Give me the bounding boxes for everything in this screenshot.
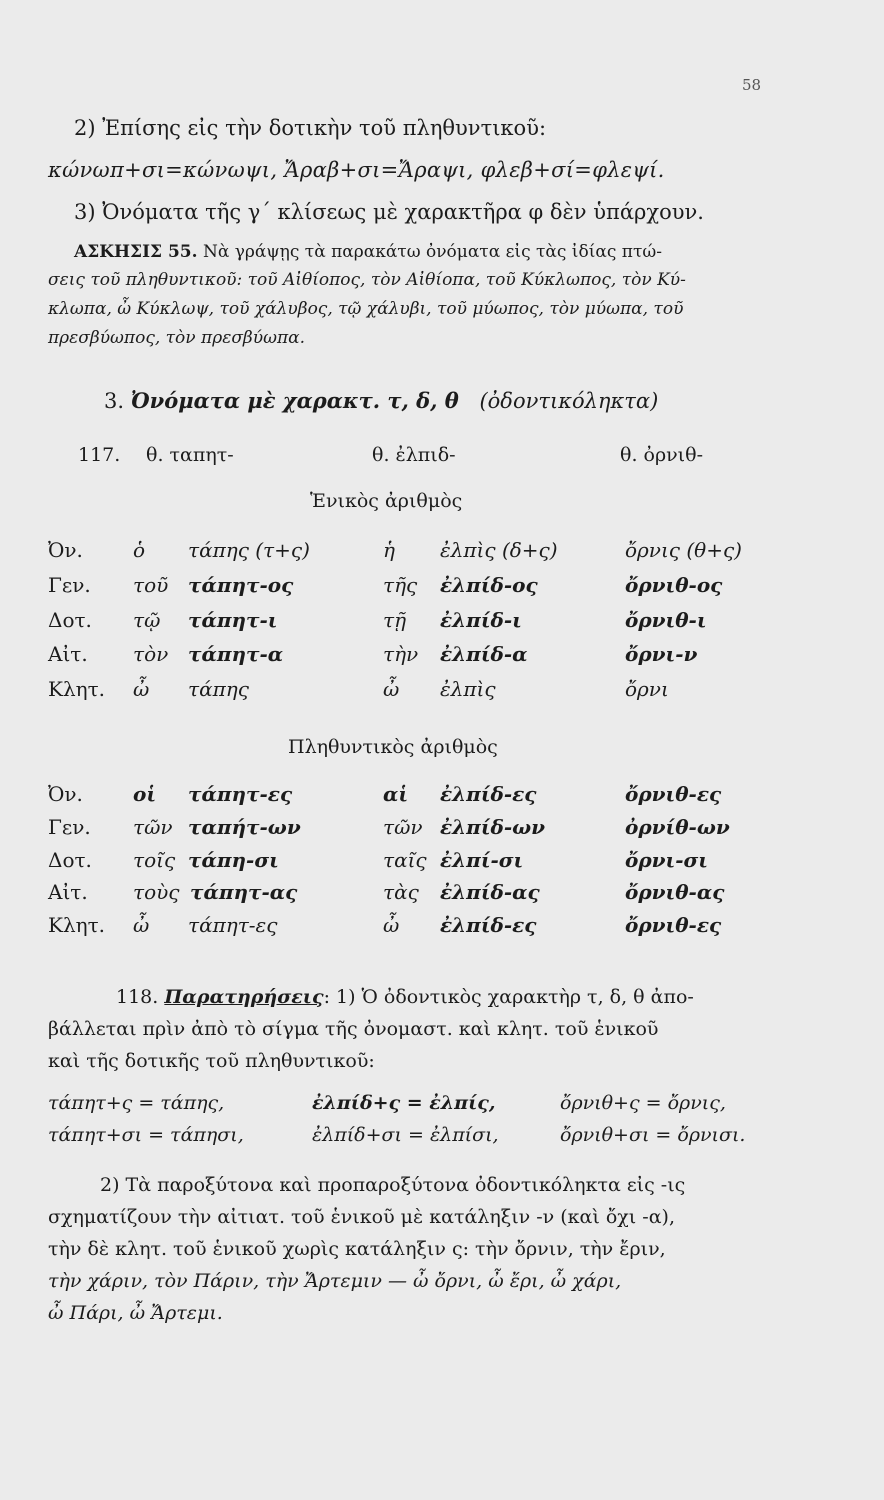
article: τὴν <box>383 642 419 666</box>
form-ornis: ὄρνιθ-ι <box>625 608 707 632</box>
observations-title: Παρατηρήσεις <box>164 986 324 1008</box>
observations-text-1: : 1) Ὁ ὀδοντικὸς χαρακτὴρ τ, δ, θ ἀπο- <box>323 986 694 1008</box>
formula: ἐλπίδ+σι = ἐλπίσι, <box>312 1124 499 1146</box>
case-label: Γεν. <box>48 573 91 597</box>
formula: ὄρνιθ+ς = ὄρνις, <box>560 1092 726 1114</box>
article: τοῖς <box>133 848 176 872</box>
form-elpis: ἐλπίδ-ων <box>440 815 546 839</box>
form-tapes: τάπητ-ες <box>188 782 293 806</box>
form-tapes: τάπη-σι <box>188 848 279 872</box>
exercise-line-2: σεις τοῦ πληθυντικοῦ: τοῦ Αἰθίοπος, τὸν Αἰθίοπα, τοῦ Κύκλωπος, τὸν Κύ- <box>48 270 686 290</box>
article: ὦ <box>133 913 150 937</box>
form-tapes: τάπητ-ας <box>190 880 298 904</box>
form-elpis: ἐλπίδ-ος <box>440 573 538 597</box>
case-label: Κλητ. <box>48 913 106 937</box>
form-elpis: ἐλπίδ-α <box>440 642 528 666</box>
article: ταῖς <box>383 848 427 872</box>
form-ornis: ὄρνιθ-ος <box>625 573 723 597</box>
intro-line-2: κώνωπ+σι=κώνωψι, Ἄραβ+σι=Ἄραψι, φλεβ+σί=φλεψί. <box>48 158 665 182</box>
article: ὦ <box>383 677 400 701</box>
form-tapes: τάπητ-ι <box>188 608 278 632</box>
section-number: 3. <box>104 389 125 413</box>
article: τὰς <box>383 880 419 904</box>
article: τῆς <box>383 573 418 597</box>
form-ornis: ὄρνιθ-ες <box>625 913 722 937</box>
form-elpis: ἐλπὶς <box>440 677 496 701</box>
stem-3: θ. ὀρνιθ- <box>620 444 703 466</box>
article: οἱ <box>133 782 157 806</box>
article: τῶν <box>383 815 423 839</box>
section-subtitle: (ὀδοντικόληκτα) <box>479 389 659 413</box>
para2-line-2: σχηματίζουν τὴν αἰτιατ. τοῦ ἑνικοῦ μὲ κατάληξιν -ν (καὶ ὄχι -α), <box>48 1206 675 1228</box>
article: αἱ <box>383 782 409 806</box>
para2-line-3: τὴν δὲ κλητ. τοῦ ἑνικοῦ χωρὶς κατάληξιν ς: τὴν ὄρνιν, τὴν ἔριν, <box>48 1238 666 1260</box>
form-tapes: τάπητ-ος <box>188 573 294 597</box>
intro-line-1: 2) Ἐπίσης εἰς τὴν δοτικὴν τοῦ πληθυντικοῦ: <box>74 116 547 140</box>
para2-line-1: 2) Τὰ παροξύτονα καὶ προπαροξύτονα ὀδοντικόληκτα εἰς -ις <box>100 1174 686 1196</box>
formula: ὄρνιθ+σι = ὄρνισι. <box>560 1124 746 1146</box>
form-elpis: ἐλπίδ-ες <box>440 782 537 806</box>
intro-line-3: 3) Ὀνόματα τῆς γ΄ κλίσεως μὲ χαρακτῆρα φ δὲν ὑπάρχουν. <box>74 200 704 224</box>
form-elpis: ἐλπί-σι <box>440 848 524 872</box>
exercise-line-4: πρεσβύωπος, τὸν πρεσβύωπα. <box>48 328 306 348</box>
case-label: Δοτ. <box>48 608 92 632</box>
form-tapes: τάπης <box>188 677 249 701</box>
article: τοῦ <box>133 573 169 597</box>
form-tapes: ταπήτ-ων <box>188 815 301 839</box>
form-tapes: τάπητ-α <box>188 642 284 666</box>
observations-line-2: βάλλεται πρὶν ἀπὸ τὸ σίγμα τῆς ὀνομαστ. καὶ κλητ. τοῦ ἑνικοῦ <box>48 1018 659 1040</box>
exercise-text-1: Νὰ γράψῃς τὰ παρακάτω ὀνόματα εἰς τὰς ἰδίας πτώ- <box>202 242 662 262</box>
para2-line-4: τὴν χάριν, τὸν Πάριν, τὴν Ἄρτεμιν — ὦ ὄρνι, ὦ ἔρι, ὦ χάρι, <box>48 1270 622 1292</box>
section-title: Ὀνόματα μὲ χαρακτ. τ, δ, θ <box>130 388 459 413</box>
case-label: Γεν. <box>48 815 91 839</box>
observations-line-1 <box>116 986 694 1008</box>
case-label: Ὀν. <box>48 538 83 562</box>
case-label: Ὀν. <box>48 782 83 806</box>
form-ornis: ὄρνι-σι <box>625 848 708 872</box>
case-label: Αἰτ. <box>48 880 88 904</box>
form-tapes: τάπης (τ+ς) <box>188 538 310 562</box>
formula: τάπητ+ς = τάπης, <box>48 1092 225 1114</box>
page-number: 58 <box>742 76 762 94</box>
form-elpis: ἐλπίδ-ι <box>440 608 522 632</box>
formula: τάπητ+σι = τάπησι, <box>48 1124 244 1146</box>
form-tapes: τάπητ-ες <box>188 913 278 937</box>
exercise-label: ΑΣΚΗΣΙΣ 55. <box>74 242 198 262</box>
article: ὦ <box>383 913 400 937</box>
plural-heading: Πληθυντικὸς ἀριθμὸς <box>288 736 498 758</box>
observations-line-3: καὶ τῆς δοτικῆς τοῦ πληθυντικοῦ: <box>48 1050 375 1072</box>
observations-number: 118. <box>116 986 159 1008</box>
singular-heading: Ἑνικὸς ἀριθμὸς <box>310 490 463 512</box>
para2-line-5: ὦ Πάρι, ὦ Ἄρτεμι. <box>48 1302 223 1324</box>
case-label: Κλητ. <box>48 677 106 701</box>
article: ὁ <box>133 538 146 562</box>
form-elpis: ἐλπίδ-ες <box>440 913 537 937</box>
article: τῷ <box>133 608 161 632</box>
form-ornis: ὀρνίθ-ων <box>625 815 730 839</box>
article: ὦ <box>133 677 150 701</box>
form-elpis: ἐλπίδ-ας <box>440 880 540 904</box>
article: τῇ <box>383 608 407 632</box>
stem-2: θ. ἐλπιδ- <box>372 444 456 466</box>
exercise-line-1 <box>74 242 662 262</box>
article: τοὺς <box>133 880 180 904</box>
section-heading <box>104 388 658 413</box>
article: τὸν <box>133 642 169 666</box>
case-label: Αἰτ. <box>48 642 88 666</box>
stem-1: θ. ταπητ- <box>146 444 234 466</box>
paradigm-number: 117. <box>78 444 121 466</box>
form-elpis: ἐλπὶς (δ+ς) <box>440 538 558 562</box>
case-label: Δοτ. <box>48 848 92 872</box>
form-ornis: ὄρνιθ-ες <box>625 782 722 806</box>
article: τῶν <box>133 815 173 839</box>
exercise-line-3: κλωπα, ὦ Κύκλωψ, τοῦ χάλυβος, τῷ χάλυβι, τοῦ μύωπος, τὸν μύωπα, τοῦ <box>48 299 684 319</box>
formula: ἐλπίδ+ς = ἐλπίς, <box>312 1092 496 1114</box>
article: ἡ <box>383 538 395 562</box>
form-ornis: ὄρνιθ-ας <box>625 880 725 904</box>
form-ornis: ὄρνις (θ+ς) <box>625 538 742 562</box>
form-ornis: ὄρνι <box>625 677 669 701</box>
form-ornis: ὄρνι-ν <box>625 642 698 666</box>
